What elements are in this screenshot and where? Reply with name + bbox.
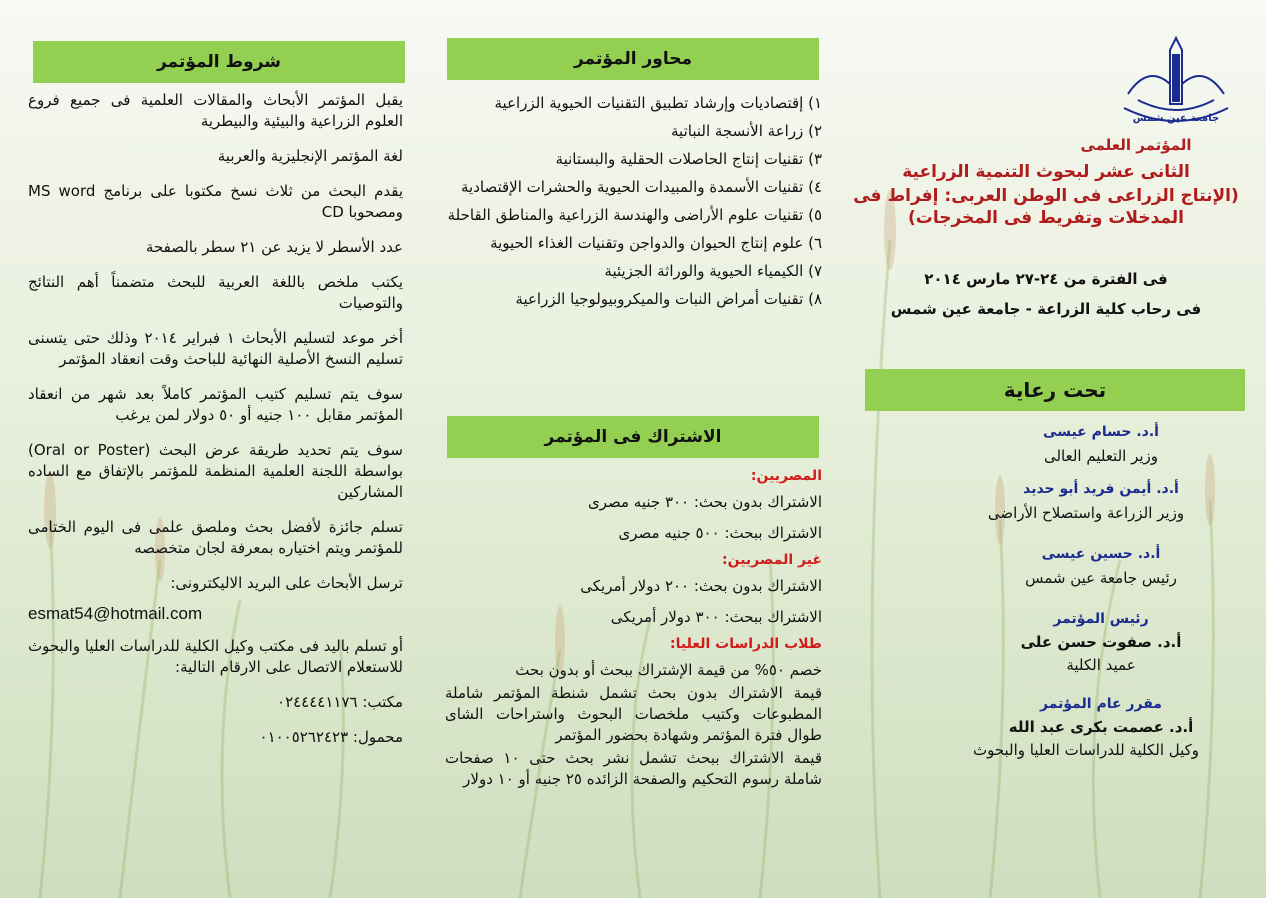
axis-item: ٦) علوم إنتاج الحيوان والدواجن وتقنيات الغذاء الحيوية xyxy=(490,234,822,252)
condition-item: ترسل الأبحاث على البريد الاليكترونى: xyxy=(170,574,403,592)
secretary-label: مقرر عام المؤتمر xyxy=(1040,696,1162,712)
fee-line: الاشتراك ببحث: ٥٠٠ جنيه مصرى xyxy=(618,524,822,542)
mobile-phone: محمول: ٠١٠٠٥٢٦٢٤٢٣ xyxy=(259,728,403,746)
axis-item: ٢) زراعة الأنسجة النباتية xyxy=(671,122,822,140)
conference-dates: فى الفترة من ٢٤-٢٧ مارس ٢٠١٤ xyxy=(924,270,1168,288)
conference-label: المؤتمر العلمى xyxy=(1080,136,1192,154)
patron-name: أ.د. أيمن فريد أبو حديد xyxy=(1023,481,1179,497)
email-link[interactable]: esmat54@hotmail.com xyxy=(28,604,203,623)
condition-item: سوف يتم تسليم كتيب المؤتمر كاملاً بعد شهر من انعقاد المؤتمر مقابل ١٠٠ جنيه أو ٥٠ دولار لمن يرغب xyxy=(28,385,403,424)
participation-header: الاشتراك فى المؤتمر xyxy=(447,416,819,458)
axis-item: ٧) الكيمياء الحيوية والوراثة الجزيئية xyxy=(604,262,822,280)
contact-numbers xyxy=(28,692,403,748)
axis-item: ٤) تقنيات الأسمدة والمبيدات الحيوية والحشرات الإقتصادية xyxy=(460,178,822,196)
condition-item: يقبل المؤتمر الأبحاث والمقالات العلمية فى جميع فروع العلوم الزراعية والبيئية والبيطرية xyxy=(28,91,403,130)
patron-name: أ.د. حسام عيسى xyxy=(1043,424,1159,440)
egyptians-label: المصريين: xyxy=(750,468,822,484)
patron-name: أ.د. حسين عيسى xyxy=(1041,546,1161,562)
axes-list xyxy=(445,93,822,310)
conference-title xyxy=(846,136,1246,318)
conference-line-3: (الإنتاج الزراعى فى الوطن العربى: إفراط فى xyxy=(853,186,1239,206)
condition-item: أخر موعد لتسليم الأبحاث ١ فبراير ٢٠١٤ وذلك حتى يتسنى تسليم النسخ الأصلية النهائية للباحث وقت انعقاد المؤتمر xyxy=(28,329,403,368)
condition-item: يقدم البحث من ثلاث نسخ مكتوبا على برنامج MS word ومصحوبا CD xyxy=(28,182,403,221)
conditions-list xyxy=(28,90,403,748)
foreigners-label: غير المصريين: xyxy=(722,552,822,568)
axis-item: ٥) تقنيات علوم الأراضى والهندسة الزراعية والمناطق القاحلة xyxy=(447,206,822,224)
chair-title: عميد الكلية xyxy=(1066,656,1136,674)
student-line: قيمة الاشتراك بدون بحث تشمل شنطة المؤتمر شاملة المطبوعات وكتيب ملخصات البحوث واستراحات الشاى طوال فترة المؤتمر وشهادة بحضور المؤتمر xyxy=(445,684,822,744)
fee-line: الاشتراك بدون بحث: ٢٠٠ دولار أمريكى xyxy=(580,577,822,595)
chair-label: رئيس المؤتمر xyxy=(1053,611,1149,627)
logo-text: جامعة عين شمس xyxy=(1132,113,1220,124)
delivery-note: أو تسلم باليد فى مكتب وكيل الكلية للدراسات العليا والبحوث للاستعلام الاتصال على الارقام التالية: xyxy=(28,637,403,676)
axes-header: محاور المؤتمر xyxy=(447,38,819,80)
condition-item: عدد الأسطر لا يزيد عن ٢١ سطر بالصفحة xyxy=(145,238,403,256)
conference-line-4: المدخلات وتفريط فى المخرجات) xyxy=(907,208,1185,228)
students-label: طلاب الدراسات العليا: xyxy=(670,636,822,652)
office-phone: مكتب: ٠٢٤٤٤٤١١٧٦ xyxy=(277,693,403,711)
condition-item: تسلم جائزة لأفضل بحث وملصق علمى فى اليوم الختامى للمؤتمر ويتم اختياره بمعرفة لجان متخصصه xyxy=(28,518,403,557)
fee-line: الاشتراك بدون بحث: ٣٠٠ جنيه مصرى xyxy=(587,493,822,511)
logo xyxy=(1118,34,1234,130)
student-line: خصم ٥٠% من قيمة الإشتراك ببحث أو بدون بحث xyxy=(515,661,822,679)
patron-title: وزير التعليم العالى xyxy=(1043,447,1159,465)
student-line: قيمة الاشتراك ببحث تشمل نشر بحث حتى ١٠ صفحات شاملة رسوم التحكيم والصفحة الزائده ٢٥ جنيه أو ١٠ دولار xyxy=(445,749,822,788)
conference-venue: فى رحاب كلية الزراعة - جامعة عين شمس xyxy=(890,300,1202,318)
axis-item: ٣) تقنيات إنتاج الحاصلات الحقلية والبستانية xyxy=(555,150,822,168)
fee-line: الاشتراك ببحث: ٣٠٠ دولار أمريكى xyxy=(610,608,822,626)
condition-item: يكتب ملخص باللغة العربية للبحث متضمناً أهم النتائج والتوصيات xyxy=(28,273,403,312)
conditions-header: شروط المؤتمر xyxy=(33,41,405,83)
secretary-name: أ.د. عصمت بكرى عبد الله xyxy=(1008,718,1194,736)
patronage-header: تحت رعاية xyxy=(865,369,1245,411)
participation-section xyxy=(445,466,822,790)
patron-title: وزير الزراعة واستصلاح الأراضى xyxy=(987,504,1185,522)
axis-item: ٨) تقنيات أمراض النبات والميكروبيولوجيا الزراعية xyxy=(515,290,822,308)
chair-name: أ.د. صفوت حسن على xyxy=(1020,633,1182,651)
axis-item: ١) إقتصاديات وإرشاد تطبيق التقنيات الحيوية الزراعية xyxy=(494,94,822,112)
patronage-list xyxy=(866,424,1246,761)
condition-item: لغة المؤتمر الإنجليزية والعربية xyxy=(217,147,403,165)
conference-line-2: الثانى عشر لبحوث التنمية الزراعية xyxy=(902,162,1190,182)
secretary-title: وكيل الكلية للدراسات العليا والبحوث xyxy=(972,741,1200,759)
patron-title: رئيس جامعة عين شمس xyxy=(1025,569,1177,587)
condition-item: سوف يتم تحديد طريقة عرض البحث (Oral or Poster) بواسطة اللجنة العلمية المنظمة للمؤتمر بالإتفاق مع الساده المشاركين xyxy=(28,441,403,501)
